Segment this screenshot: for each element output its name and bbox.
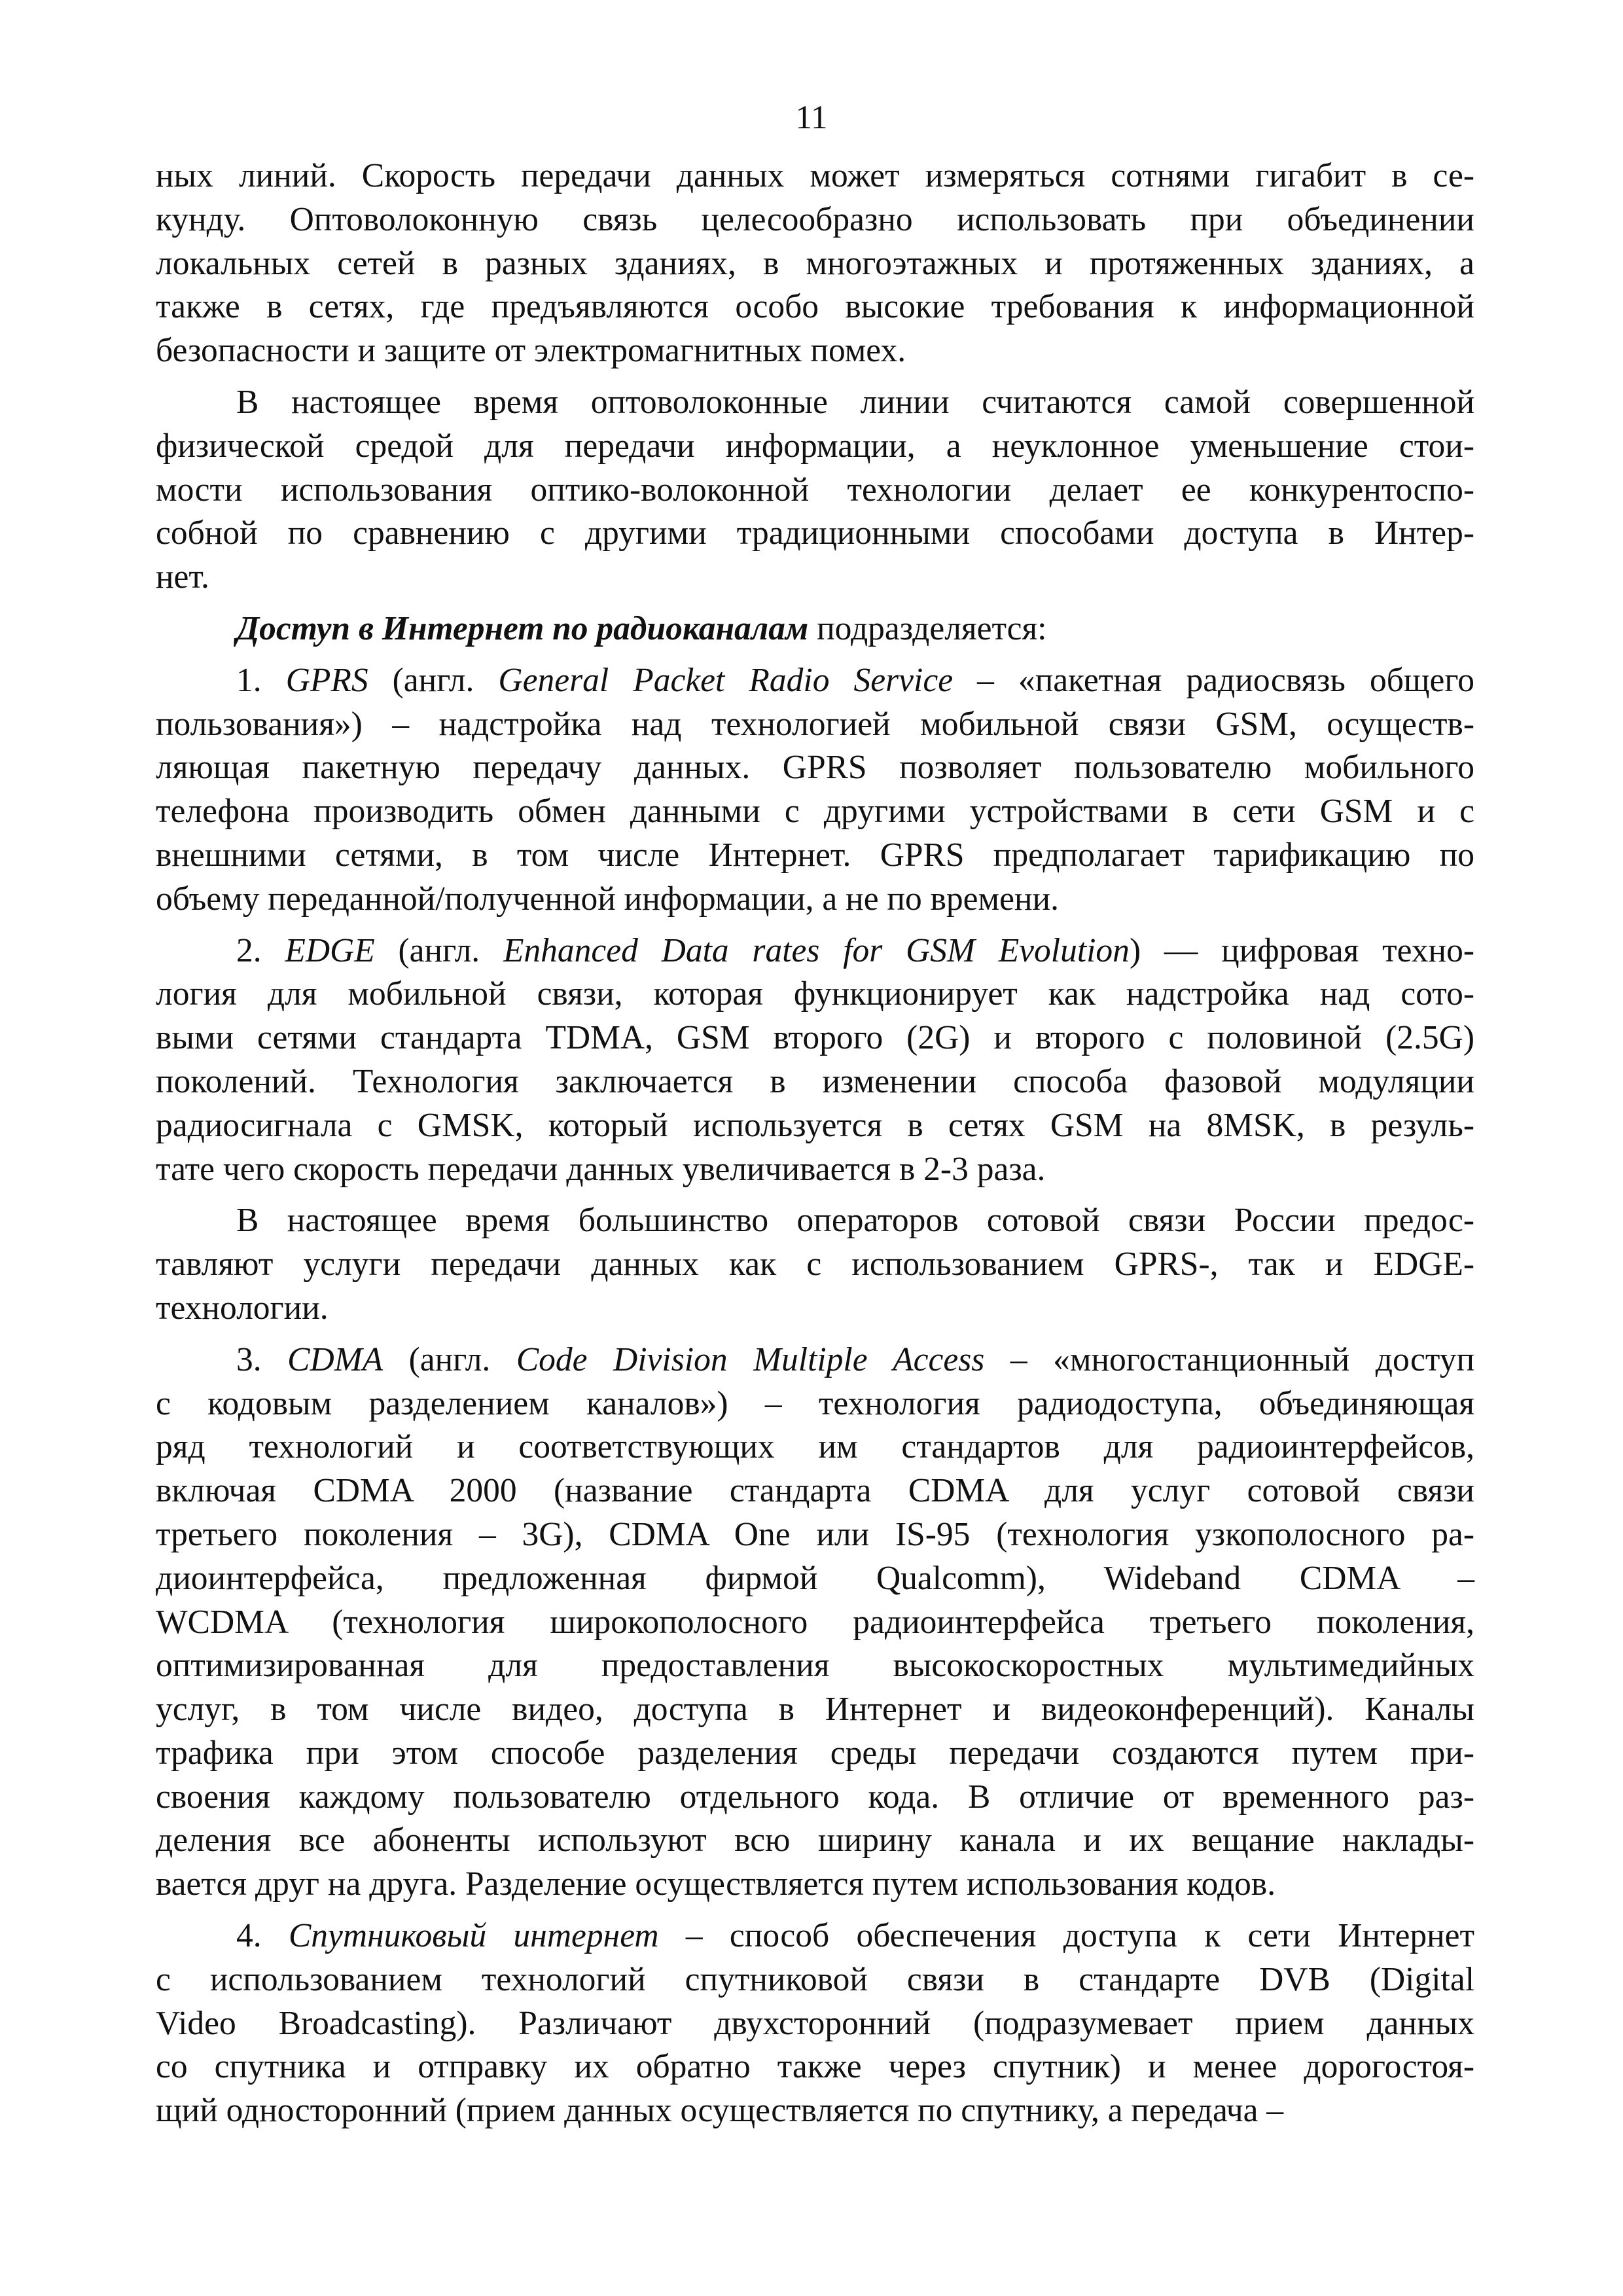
text-run: логия для мобильной связи, которая функционирует как надстройка над сото- [156, 975, 1474, 1013]
text-line [156, 1382, 1474, 1426]
text-run: физической средой для передачи информации, а неуклонное уменьшение стои- [156, 427, 1474, 465]
text-line [156, 703, 1474, 747]
text-line [156, 1104, 1474, 1148]
text-line [156, 1958, 1474, 2002]
text-run: также в сетях, где предъявляются особо высокие требования к информационной [156, 288, 1474, 326]
text-run: тавляют услуги передачи данных как с использованием GPRS-, так и EDGE- [156, 1246, 1474, 1283]
text-line [156, 329, 1474, 373]
paragraph [156, 929, 1474, 1192]
paragraph [156, 607, 1474, 651]
text-run: (англ. [383, 1340, 516, 1378]
text-run: (англ. [368, 661, 499, 699]
text-run: 3. [236, 1340, 288, 1378]
text-line [156, 556, 1474, 600]
text-run: собной по сравнению с другими традиционными способами доступа в Интер- [156, 514, 1474, 552]
text-line [156, 425, 1474, 469]
text-run: WCDMA (технология широкополосного радиоинтерфейса третьего поколения, [156, 1603, 1474, 1641]
text-run: щий односторонний (прием данных осуществляется по спутнику, а передача – [156, 2092, 1284, 2130]
text-run: ляющая пакетную передачу данных. GPRS позволяет пользователю мобильного [156, 749, 1474, 787]
text-line [156, 1776, 1474, 1820]
text-run: – способ обеспечения доступа к сети Интернет [658, 1917, 1474, 1955]
text-run: кунду. Оптоволоконную связь целесообразно использовать при объединении [156, 200, 1474, 238]
text-run: ных линий. Скорость передачи данных может измеряться сотнями гигабит в се- [156, 157, 1474, 194]
text-line [156, 1287, 1474, 1331]
text-line [156, 607, 1474, 651]
text-line [156, 285, 1474, 329]
text-line [156, 1688, 1474, 1732]
text-run: оптимизированная для предоставления высокоскоростных мультимедийных [156, 1647, 1474, 1685]
paragraph [156, 1338, 1474, 1907]
text-run: вается друг на друга. Разделение осуществляется путем использования кодов. [156, 1865, 1276, 1903]
text-run: диоинтерфейса, предложенная фирмой Qualcomm), Wideband CDMA – [156, 1559, 1474, 1597]
text-run: пользования») – надстройка над технологией мобильной связи GSM, осуществ- [156, 705, 1474, 743]
text-run: мости использования оптико-волоконной технологии делает ее конкурентоспо- [156, 471, 1474, 509]
text-run: В настоящее время оптоволоконные линии считаются самой совершенной [236, 383, 1474, 421]
text-line [156, 381, 1474, 425]
text-line [156, 2002, 1474, 2046]
text-run: трафика при этом способе разделения среды передачи создаются путем при- [156, 1734, 1474, 1772]
text-line [156, 1426, 1474, 1469]
text-run: телефона производить обмен данными с другими устройствами в сети GSM и с [156, 793, 1474, 831]
text-run: третьего поколения – 3G), CDMA One или IS-95 (технология узкополосного ра- [156, 1515, 1474, 1553]
text-run: подразделяется: [808, 609, 1047, 647]
text-run: внешними сетями, в том числе Интернет. GPRS предполагает тарификацию по [156, 836, 1474, 874]
text-line [156, 1469, 1474, 1513]
text-run: – «многостанционный доступ [984, 1340, 1475, 1378]
text-line [156, 929, 1474, 973]
text-line [156, 1557, 1474, 1601]
text-line [156, 1060, 1474, 1104]
text-run: безопасности и защите от электромагнитных помех. [156, 332, 906, 370]
text-line [156, 790, 1474, 834]
text-run: нет. [156, 558, 209, 596]
text-run: объему переданной/полученной информации, а не по времени. [156, 880, 1059, 918]
paragraph [156, 1199, 1474, 1330]
text-run: ) — цифровая техно- [1129, 931, 1474, 969]
text-line [156, 242, 1474, 286]
text-line [156, 1016, 1474, 1060]
text-run: деления все абоненты используют всю ширину канала и их вещание наклады- [156, 1821, 1474, 1859]
text-line [156, 1199, 1474, 1243]
text-line [156, 1601, 1474, 1645]
text-line [156, 1148, 1474, 1192]
text-line [156, 1914, 1474, 1958]
text-line [156, 2089, 1474, 2133]
paragraph [156, 154, 1474, 373]
italic-run: CDMA [287, 1340, 383, 1378]
text-run: 4. [236, 1917, 289, 1955]
paragraph [156, 381, 1474, 600]
text-line [156, 469, 1474, 512]
text-run: с использованием технологий спутниковой связи в стандарте DVB (Digital [156, 1960, 1474, 1998]
text-line [156, 198, 1474, 242]
italic-run: Code Division Multiple Access [516, 1340, 985, 1378]
text-line [156, 1732, 1474, 1776]
paragraph [156, 1914, 1474, 2133]
text-run: услуг, в том числе видео, доступа в Интернет и видеоконференций). Каналы [156, 1691, 1474, 1729]
text-line [156, 1513, 1474, 1557]
text-line [156, 1863, 1474, 1907]
text-line [156, 746, 1474, 790]
text-run: Video Broadcasting). Различают двухсторонний (подразумевает прием данных [156, 2004, 1474, 2042]
bold-italic-run: Доступ в Интернет по радиоканалам [236, 609, 809, 647]
text-line [156, 1644, 1474, 1688]
text-line [156, 1338, 1474, 1382]
text-line [156, 512, 1474, 556]
page-number: 11 [795, 99, 828, 136]
italic-run: Спутниковый интернет [288, 1917, 659, 1955]
body-text [156, 154, 1474, 2133]
text-run: поколений. Технология заключается в изменении способа фазовой модуляции [156, 1062, 1474, 1100]
text-run: со спутника и отправку их обратно также через спутник) и менее дорогостоя- [156, 2048, 1474, 2086]
text-run: – «пакетная радиосвязь общего [953, 661, 1475, 699]
text-line [156, 659, 1474, 703]
italic-run: Enhanced Data rates for GSM Evolution [503, 931, 1130, 969]
text-line [156, 878, 1474, 922]
text-run: включая CDMA 2000 (название стандарта CDMA для услуг сотовой связи [156, 1472, 1474, 1510]
italic-run: GPRS [285, 661, 368, 699]
text-run: ряд технологий и соответствующих им стандартов для радиоинтерфейсов, [156, 1428, 1474, 1466]
text-line [156, 2045, 1474, 2089]
paragraph [156, 659, 1474, 922]
text-run: с кодовым разделением каналов») – технология радиодоступа, объединяющая [156, 1384, 1474, 1422]
text-run: В настоящее время большинство операторов сотовой связи России предос- [236, 1202, 1474, 1240]
text-run: 1. [236, 661, 286, 699]
text-run: радиосигнала с GMSK, который используется в сетях GSM на 8MSK, в резуль- [156, 1106, 1474, 1144]
text-line [156, 834, 1474, 878]
text-line [156, 1243, 1474, 1287]
text-run: локальных сетей в разных зданиях, в многоэтажных и протяженных зданиях, а [156, 244, 1474, 282]
text-run: тате чего скорость передачи данных увеличивается в 2-3 раза. [156, 1150, 1046, 1188]
text-run: (англ. [374, 931, 503, 969]
italic-run: EDGE [285, 931, 375, 969]
text-run: 2. [236, 931, 285, 969]
italic-run: General Packet Radio Service [498, 661, 954, 699]
text-line [156, 973, 1474, 1016]
text-run: выми сетями стандарта TDMA, GSM второго (2G) и второго с половиной (2.5G) [156, 1019, 1474, 1057]
text-line [156, 1819, 1474, 1863]
text-run: технологии. [156, 1289, 329, 1327]
text-run: своения каждому пользователю отдельного кода. В отличие от временного раз- [156, 1778, 1474, 1816]
text-line [156, 154, 1474, 198]
